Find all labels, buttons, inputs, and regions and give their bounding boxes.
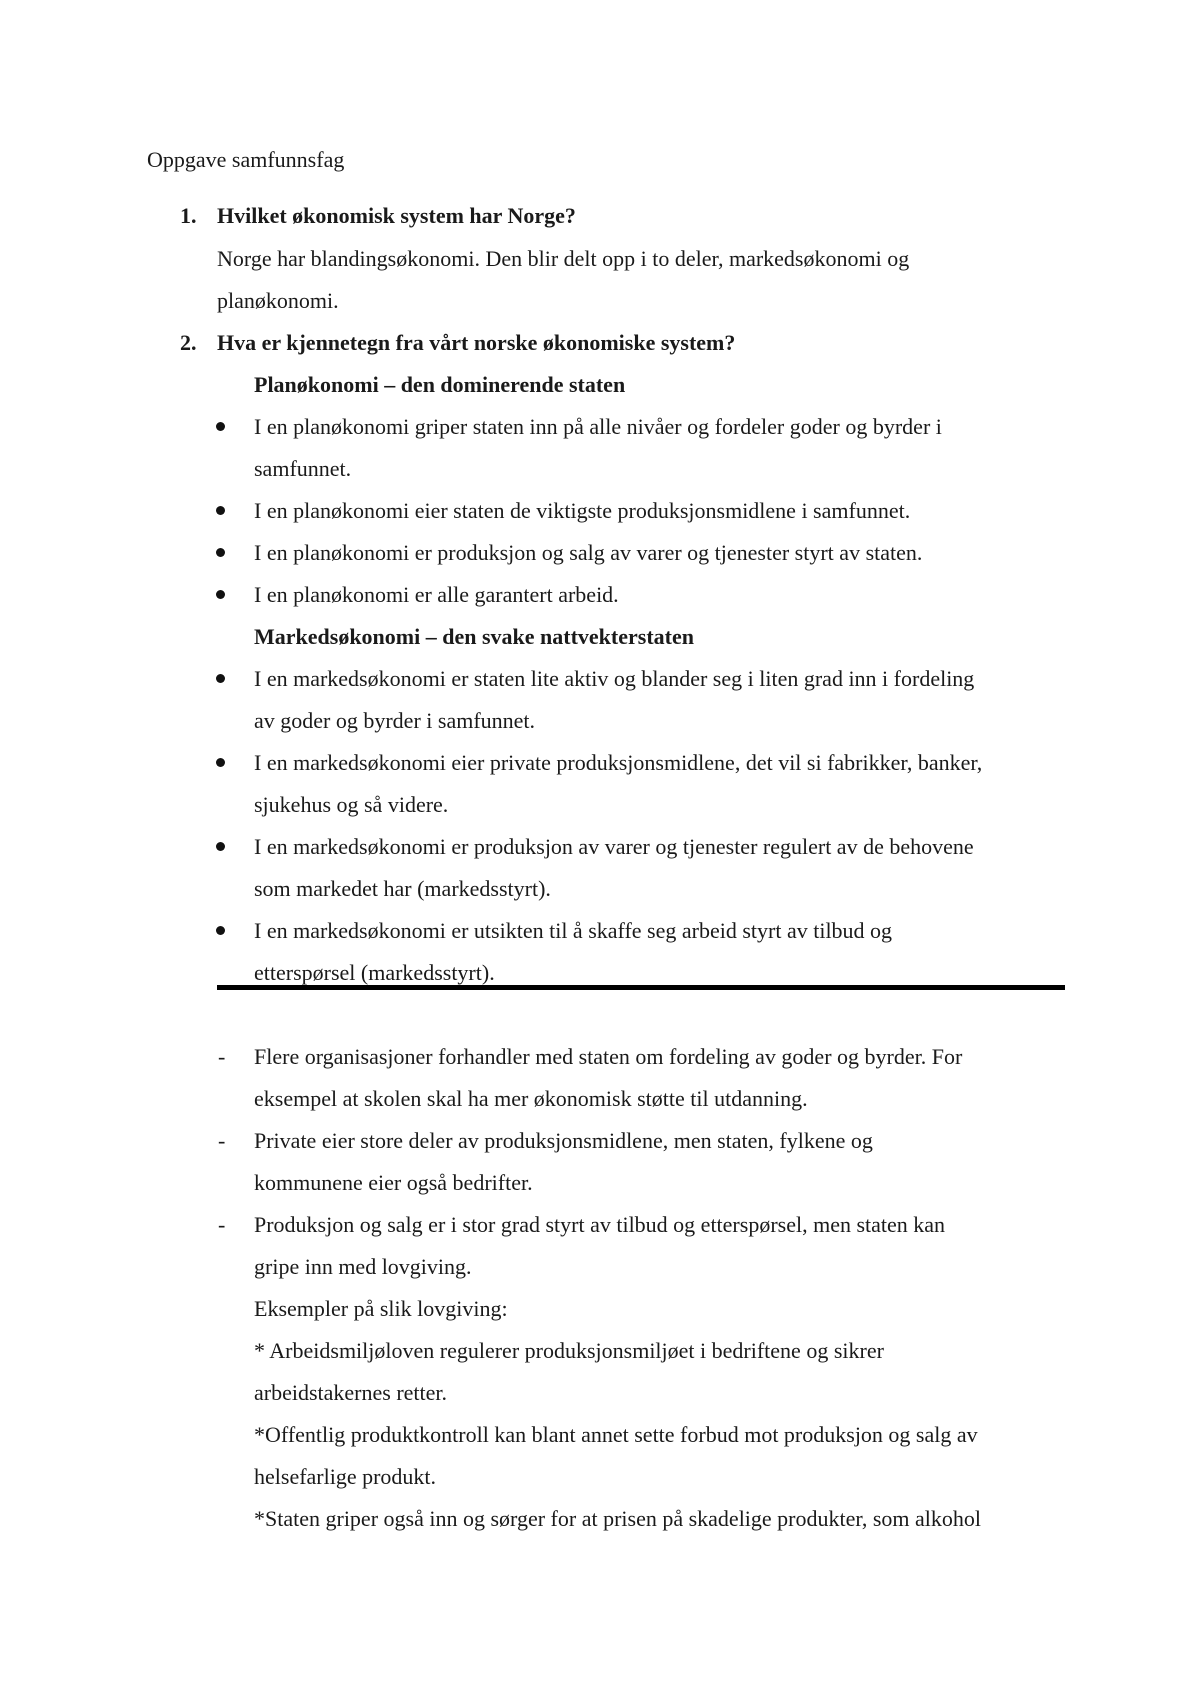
examples-line: *Offentlig produktkontroll kan blant annet sette forbud mot produksjon og salg av [254,1422,978,1447]
bullet-icon [216,674,225,683]
dash-item-line: gripe inn med lovgiving. [254,1254,472,1279]
examples-line: helsefarlige produkt. [254,1464,437,1489]
document-title: Oppgave samfunnsfag [147,147,345,172]
examples-line: *Staten griper også inn og sørger for at prisen på skadelige produkter, som alkohol [254,1506,981,1531]
bullet-icon [216,590,225,599]
question-1-number: 1. [180,203,197,228]
market-bullet-line: I en markedsøkonomi er utsikten til å skaffe seg arbeid styrt av tilbud og [254,918,893,943]
plan-bullet-line: I en planøkonomi griper staten inn på alle nivåer og fordeler goder og byrder i [254,414,942,439]
dash-item-line: Produksjon og salg er i stor grad styrt av tilbud og etterspørsel, men staten kan [254,1212,946,1237]
dash-item-line: Flere organisasjoner forhandler med staten om fordeling av goder og byrder. For [254,1044,963,1069]
dash-item-line: Private eier store deler av produksjonsmidlene, men staten, fylkene og [254,1128,873,1153]
market-bullet-line: sjukehus og så videre. [254,792,449,817]
question-1-answer-line: Norge har blandingsøkonomi. Den blir delt opp i to deler, markedsøkonomi og [217,246,910,271]
bullet-icon [216,842,225,851]
market-bullet-line: I en markedsøkonomi er produksjon av varer og tjenester regulert av de behovene [254,834,974,859]
examples-line: arbeidstakernes retter. [254,1380,448,1405]
dash-item-line: eksempel at skolen skal ha mer økonomisk støtte til utdanning. [254,1086,808,1111]
plan-bullet-line: I en planøkonomi eier staten de viktigste produksjonsmidlene i samfunnet. [254,498,911,523]
bullet-icon [216,422,225,431]
market-economy-heading: Markedsøkonomi – den svake nattvekterstaten [254,624,694,649]
question-1-answer-line: planøkonomi. [217,288,339,313]
market-bullet-line: av goder og byrder i samfunnet. [254,708,536,733]
dash-marker: - [218,1044,226,1069]
plan-bullet-line: I en planøkonomi er produksjon og salg av varer og tjenester styrt av staten. [254,540,923,565]
bullet-icon [216,506,225,515]
market-bullet-line: etterspørsel (markedsstyrt). [254,960,495,985]
section-divider [217,985,1065,990]
market-bullet-line: I en markedsøkonomi er staten lite aktiv og blander seg i liten grad inn i fordeling [254,666,975,691]
examples-line: Eksempler på slik lovgiving: [254,1296,508,1321]
market-bullet-line: som markedet har (markedsstyrt). [254,876,551,901]
dash-item-line: kommunene eier også bedrifter. [254,1170,533,1195]
dash-marker: - [218,1128,226,1153]
market-bullet-line: I en markedsøkonomi eier private produksjonsmidlene, det vil si fabrikker, banker, [254,750,983,775]
bullet-icon [216,926,225,935]
question-1-heading: Hvilket økonomisk system har Norge? [217,203,576,228]
examples-line: * Arbeidsmiljøloven regulerer produksjonsmiljøet i bedriftene og sikrer [254,1338,884,1363]
plan-economy-heading: Planøkonomi – den dominerende staten [254,372,626,397]
plan-bullet-line: samfunnet. [254,456,352,481]
plan-bullet-line: I en planøkonomi er alle garantert arbeid. [254,582,619,607]
dash-marker: - [218,1212,226,1237]
bullet-icon [216,758,225,767]
question-2-heading: Hva er kjennetegn fra vårt norske økonomiske system? [217,330,736,355]
bullet-icon [216,548,225,557]
question-2-number: 2. [180,330,197,355]
